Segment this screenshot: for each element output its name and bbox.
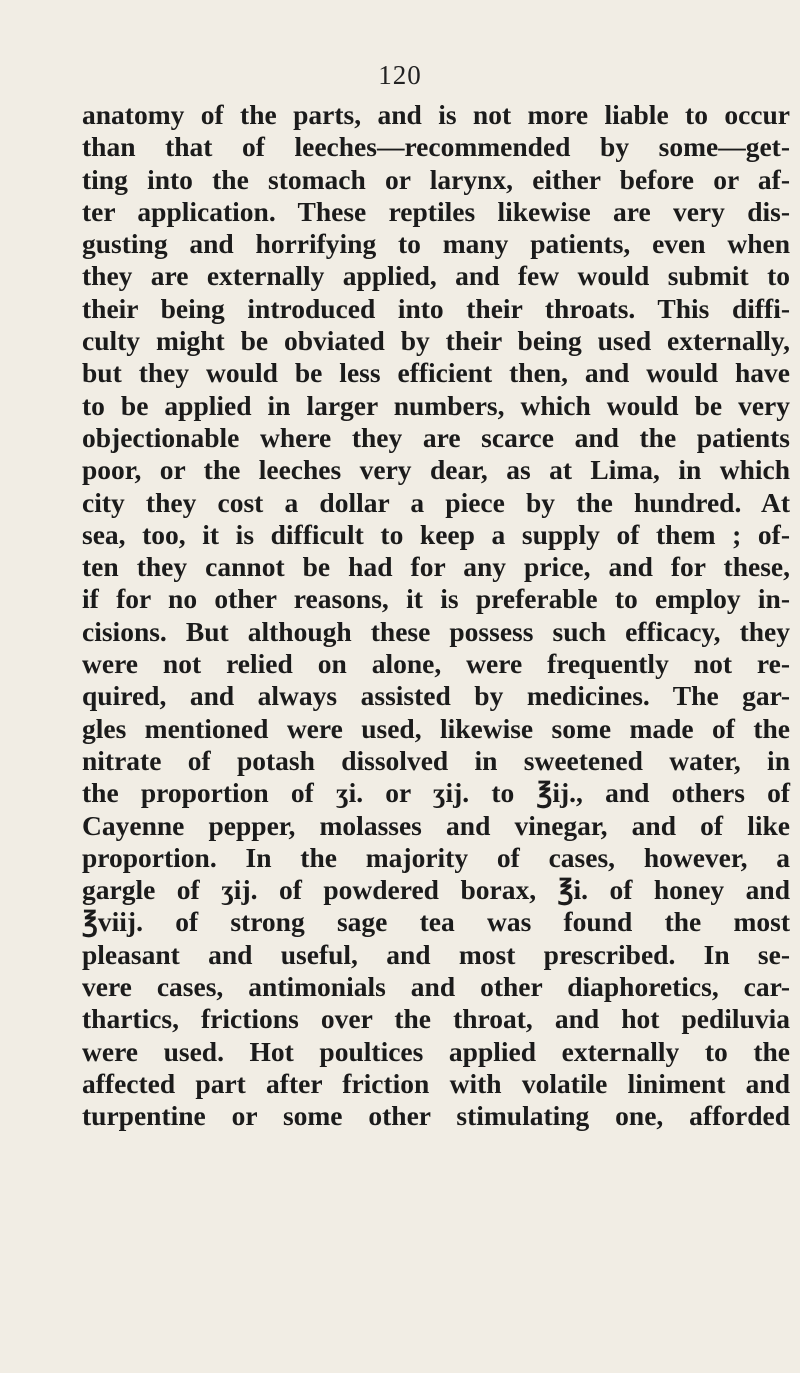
text-line: thartics, frictions over the throat, and hot pediluvia — [82, 1003, 790, 1035]
text-line: they are externally applied, and few would submit to — [82, 260, 790, 292]
text-line: were not relied on alone, were frequently not re- — [82, 648, 790, 680]
text-line: poor, or the leeches very dear, as at Lima, in which — [82, 454, 790, 486]
text-line: turpentine or some other stimulating one, afforded — [82, 1100, 790, 1132]
text-line: gles mentioned were used, likewise some made of the — [82, 712, 790, 744]
text-line: gusting and horrifying to many patients, even when — [82, 228, 790, 260]
page-number: 120 — [378, 60, 422, 90]
text-line: if for no other reasons, it is preferable to employ in- — [82, 583, 790, 615]
text-line: city they cost a dollar a piece by the hundred. At — [82, 486, 790, 518]
text-line: affected part after friction with volatile liniment and — [82, 1067, 790, 1099]
text-line: anatomy of the parts, and is not more liable to occur — [82, 99, 790, 130]
text-line: quired, and always assisted by medicines. The gar- — [82, 680, 790, 712]
text-line: cisions. But although these possess such efficacy, they — [82, 615, 790, 647]
text-line: proportion. In the majority of cases, however, a — [82, 841, 790, 873]
text-line: than that of leeches—recommended by some—get- — [82, 131, 790, 163]
text-line: ter application. These reptiles likewise are very dis- — [82, 195, 790, 227]
body-text — [82, 99, 798, 1133]
text-line: to be applied in larger numbers, which would be very — [82, 389, 790, 421]
text-line: were used. Hot poultices applied externally to the — [82, 1035, 790, 1067]
text-line: sea, too, it is difficult to keep a supply of them ; of- — [82, 518, 790, 550]
text-line: objectionable where they are scarce and the patients — [82, 421, 790, 453]
text-line: nitrate of potash dissolved in sweetened water, in — [82, 744, 790, 776]
text-line: their being introduced into their throats. This diffi- — [82, 292, 790, 324]
text-line: the proportion of ʒi. or ʒij. to ℥ij., and others of — [82, 777, 790, 809]
text-line: but they would be less efficient then, and would have — [82, 357, 790, 389]
text-line: Cayenne pepper, molasses and vinegar, and of like — [82, 809, 790, 841]
text-line: vere cases, antimonials and other diaphoretics, car- — [82, 971, 790, 1003]
text-line: culty might be obviated by their being used externally, — [82, 325, 790, 357]
text-line: ℥viij. of strong sage tea was found the most — [82, 906, 790, 938]
text-line: gargle of ʒij. of powdered borax, ℥i. of honey and — [82, 874, 790, 906]
text-line: ting into the stomach or larynx, either before or af- — [82, 163, 790, 195]
text-line: pleasant and useful, and most prescribed. In se- — [82, 938, 790, 970]
text-line: ten they cannot be had for any price, and for these, — [82, 551, 790, 583]
